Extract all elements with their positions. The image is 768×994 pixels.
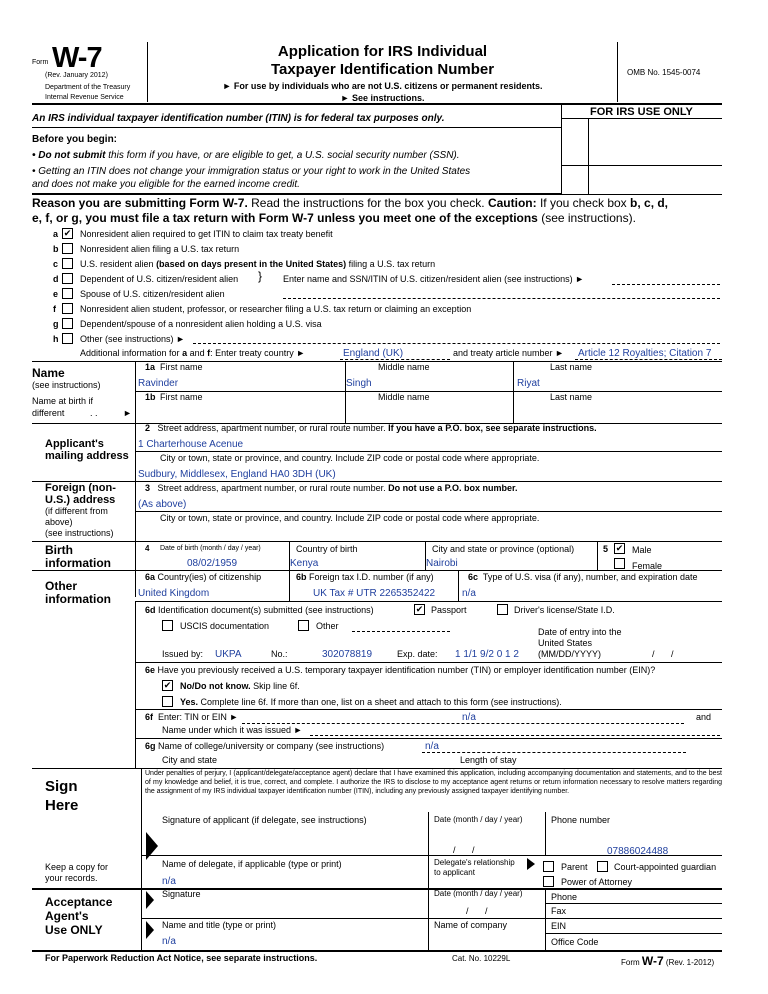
- reason-letter-f: f: [53, 304, 56, 314]
- line-6d-label: 6d Identification document(s) submitted (see instructions): [145, 605, 374, 615]
- line-6e-label: 6e Have you previously received a U.S. temporary taxpayer identification number (TIN) or employer identification number (EIN)?: [145, 665, 656, 675]
- male-checkbox[interactable]: ✔: [615, 543, 624, 553]
- male-label: Male: [632, 545, 652, 555]
- birth-label-2: information: [45, 556, 111, 570]
- yes-tin-checkbox[interactable]: [162, 696, 173, 707]
- foreign-label-2: U.S.) address: [45, 494, 116, 506]
- passport-checkbox[interactable]: ✔: [415, 604, 424, 614]
- applicant-date-field[interactable]: / /: [453, 845, 475, 855]
- name-at-birth-label-1: Name at birth if: [32, 396, 94, 406]
- footer-form-label: Form W-7 (Rev. 1-2012): [621, 954, 715, 968]
- entry-date-field[interactable]: / /: [652, 649, 674, 659]
- reason-b-checkbox[interactable]: [62, 243, 73, 254]
- agent-label-2: Agent's: [45, 909, 89, 923]
- treaty-article-label: and treaty article number ►: [453, 348, 564, 358]
- foreign-street-field[interactable]: (As above): [138, 499, 187, 510]
- uscis-label: USCIS documentation: [180, 621, 270, 631]
- last-name-label: Last name: [550, 362, 593, 372]
- agent-name-field[interactable]: n/a: [162, 936, 176, 947]
- city-state-label: City and state: [162, 755, 218, 765]
- reason-h-label: Other (see instructions) ►: [80, 334, 185, 344]
- delegate-name-field[interactable]: n/a: [162, 876, 176, 887]
- omb-number: OMB No. 1545-0074: [627, 68, 701, 77]
- agent-phone-label: Phone: [551, 892, 578, 902]
- agent-name-title-label: Name and title (type or print): [162, 920, 277, 930]
- bullet-do-not-submit: • Do not submit this form if you have, or are eligible to get, a U.S. social security number (SSN).: [32, 150, 460, 161]
- treaty-article-field[interactable]: Article 12 Royalties; Citation 7: [578, 348, 712, 359]
- reason-letter-d: d: [53, 274, 59, 284]
- reason-d-checkbox[interactable]: [62, 273, 73, 284]
- line-2-label: 2 Street address, apartment number, or rural route number. If you have a P.O. box, see separate instructions.: [145, 423, 597, 433]
- reason-c-label: U.S. resident alien (based on days present in the United States) filing a U.S. tax return: [80, 259, 436, 269]
- bullet-itin-status-2: and does not make you eligible for the earned income credit.: [32, 179, 300, 190]
- reason-b-label: Nonresident alien filing a U.S. tax return: [80, 244, 240, 254]
- agent-fax-label: Fax: [551, 906, 567, 916]
- line-6f-label: 6f Enter: TIN or EIN ►: [145, 712, 239, 722]
- reason-heading-2: e, f, or g, you must file a tax return with Form W-7 unless you meet one of the exceptions (see instructions).: [32, 211, 636, 225]
- doc-number-label: No.:: [271, 649, 288, 659]
- reason-h-checkbox[interactable]: [62, 333, 73, 344]
- other-doc-field[interactable]: [352, 631, 450, 632]
- reason-g-checkbox[interactable]: [62, 318, 73, 329]
- brace-icon: }: [258, 269, 263, 283]
- reason-de-field-2[interactable]: [283, 298, 720, 299]
- arrow-right-icon: ►: [123, 408, 132, 418]
- mailing-city-field[interactable]: Sudbury, Middlesex, England HA0 3DH (UK): [138, 469, 336, 480]
- reason-a-label: Nonresident alien required to get ITIN to claim tax treaty benefit: [80, 229, 333, 239]
- itin-notice: An IRS individual taxpayer identification number (ITIN) is for federal tax purposes only.: [32, 113, 445, 124]
- first-name-label: First name: [160, 362, 203, 372]
- passport-label: Passport: [431, 605, 467, 615]
- keep-copy-2: your records.: [45, 873, 98, 883]
- agency: Internal Revenue Service: [45, 94, 124, 101]
- foreign-tax-id-field[interactable]: UK Tax # UTR 2265352422: [313, 588, 436, 599]
- other-label-1: Other: [45, 579, 78, 593]
- reason-h-field[interactable]: [193, 343, 720, 344]
- name-section-label: Name: [32, 366, 65, 380]
- agent-office-code-label: Office Code: [551, 937, 599, 947]
- agent-signature-label: Signature: [162, 889, 201, 899]
- delegate-name-label: Name of delegate, if applicable (type or print): [162, 859, 342, 869]
- form-title-2: Taxpayer Identification Number: [270, 61, 495, 78]
- mailing-label-2: mailing address: [45, 450, 129, 462]
- line-6b-label: 6b Foreign tax I.D. number (if any): [296, 572, 434, 582]
- doc-number-field[interactable]: 302078819: [322, 649, 373, 660]
- length-of-stay-label: Length of stay: [460, 755, 517, 765]
- line-6g-label: 6g Name of college/university or company (see instructions): [145, 741, 385, 751]
- applicant-signature-label: Signature of applicant (if delegate, see instructions): [162, 815, 367, 825]
- tin-issued-name-field[interactable]: [310, 735, 720, 736]
- foreign-sub-2: above): [45, 517, 73, 527]
- delegate-relationship-2: to applicant: [434, 868, 475, 877]
- form-label: Form: [32, 59, 49, 66]
- mailing-street-field[interactable]: 1 Charterhouse Acenue: [138, 439, 244, 450]
- sign-label-2: Here: [45, 797, 79, 814]
- entry-date-label-3: (MM/DD/YYYY): [538, 649, 601, 659]
- city-of-birth-label: City and state or province (optional): [432, 544, 575, 554]
- agent-ein-label: EIN: [551, 921, 567, 931]
- department: Department of the Treasury: [45, 84, 131, 91]
- agent-date-label: Date (month / day / year): [434, 889, 523, 898]
- reason-c-checkbox[interactable]: [62, 258, 73, 269]
- phone-number-label: Phone number: [551, 815, 611, 825]
- foreign-city-label: City or town, state or province, and country. Include ZIP code or postal code where appropriate.: [160, 513, 540, 523]
- reason-letter-c: c: [53, 259, 59, 269]
- reason-g-label: Dependent/spouse of a nonresident alien holding a U.S. visa: [80, 319, 322, 329]
- country-of-birth-field[interactable]: Kenya: [290, 558, 319, 569]
- treaty-label: Additional information for a and f: Enter treaty country ►: [80, 348, 306, 358]
- middle-name-label: Middle name: [378, 362, 430, 372]
- reason-de-field[interactable]: [612, 284, 720, 285]
- birth-middle-name-label: Middle name: [378, 392, 430, 402]
- reason-e-label: Spouse of U.S. citizen/resident alien: [80, 289, 225, 299]
- yes-tin-label: Yes. Complete line 6f. If more than one, list on a sheet and attach to this form (see instructions).: [180, 697, 562, 707]
- reason-a-checkbox[interactable]: ✔: [63, 228, 72, 238]
- country-of-birth-label: Country of birth: [296, 544, 358, 554]
- parent-label: Parent: [561, 862, 588, 872]
- other-label-2: information: [45, 592, 111, 606]
- uscis-checkbox[interactable]: [162, 620, 173, 631]
- reason-letter-g: g: [53, 319, 59, 329]
- line-6c-label: 6c Type of U.S. visa (if any), number, and expiration date: [468, 572, 698, 582]
- no-tin-checkbox[interactable]: ✔: [163, 680, 172, 690]
- last-name-field[interactable]: Riyat: [517, 378, 540, 389]
- reason-letter-b: b: [53, 244, 59, 254]
- other-doc-checkbox[interactable]: [298, 620, 309, 631]
- drivers-license-label: Driver's license/State I.D.: [514, 605, 615, 615]
- entry-date-label-1: Date of entry into the: [538, 627, 622, 637]
- treaty-country-field[interactable]: England (UK): [343, 348, 404, 359]
- visa-field[interactable]: n/a: [462, 588, 476, 599]
- name-at-birth-label-2: different: [32, 408, 65, 418]
- tin-issued-name-label: Name under which it was issued ►: [162, 725, 303, 735]
- line-1b-number: 1b: [145, 392, 156, 402]
- form-title-1: Application for IRS Individual: [277, 43, 488, 60]
- foreign-sub-3: (see instructions): [45, 528, 114, 538]
- birth-last-name-label: Last name: [550, 392, 593, 402]
- citizenship-field[interactable]: United Kingdom: [138, 588, 210, 599]
- agent-company-label: Name of company: [434, 920, 508, 930]
- drivers-license-checkbox[interactable]: [497, 604, 508, 615]
- relationship-arrow-icon: [527, 858, 535, 870]
- exp-date-field[interactable]: 1 1/1 9/2 0 1 2: [455, 649, 519, 660]
- bullet-itin-status-1: • Getting an ITIN does not change your immigration status or your right to work in the United States: [32, 166, 471, 177]
- reason-de-enter-label: Enter name and SSN/ITIN of U.S. citizen/resident alien (see instructions) ►: [283, 274, 585, 284]
- line-4-number: 4: [145, 544, 150, 553]
- form-subtitle-1: ► For use by individuals who are not U.S. citizens or permanent residents.: [222, 81, 543, 91]
- foreign-sub-1: (if different from: [45, 506, 108, 516]
- middle-name-field[interactable]: Singh: [346, 378, 372, 389]
- reason-letter-h: h: [53, 334, 59, 344]
- reason-e-checkbox[interactable]: [62, 288, 73, 299]
- agent-label-3: Use ONLY: [45, 923, 103, 937]
- perjury-statement: Under penalties of perjury, I (applicant/delegate/acceptance agent) declare that I have examined this application, including accompanying documentation and statements, and to the best of my knowledge and belief, it is true, correct, and complete. I authorize the IRS to disclose to my acceptance agent returns or return information necessary to resolve matters regarding the assignment of my IRS individual taxpayer identification number (ITIN), including any previously assigned taxpayer identifying number.: [145, 770, 722, 795]
- first-name-field[interactable]: Ravinder: [138, 378, 179, 389]
- delegate-relationship-1: Delegate's relationship: [434, 858, 515, 867]
- agent-label-1: Acceptance: [45, 895, 113, 909]
- form-number: W-7: [52, 42, 102, 74]
- irs-use-title: FOR IRS USE ONLY: [590, 106, 693, 118]
- dob-field[interactable]: 08/02/1959: [187, 558, 238, 569]
- birth-first-name-label: First name: [160, 392, 203, 402]
- paperwork-notice: For Paperwork Reduction Act Notice, see separate instructions.: [45, 953, 318, 963]
- reason-d-label: Dependent of U.S. citizen/resident alien: [80, 274, 239, 284]
- exp-date-label: Exp. date:: [397, 649, 438, 659]
- catalog-number: Cat. No. 10229L: [452, 954, 511, 963]
- reason-f-checkbox[interactable]: [62, 303, 73, 314]
- poa-checkbox[interactable]: [543, 876, 554, 887]
- issued-by-label: Issued by:: [162, 649, 204, 659]
- form-subtitle-2: ► See instructions.: [340, 93, 425, 103]
- other-doc-label: Other: [316, 621, 339, 631]
- birth-label-1: Birth: [45, 543, 73, 557]
- name-at-birth-dots: . .: [90, 408, 98, 418]
- agent-name-arrow-icon: [146, 921, 154, 939]
- reason-letter-a: a: [53, 229, 59, 239]
- parent-checkbox[interactable]: [543, 861, 554, 872]
- line-5-number: 5: [603, 544, 609, 554]
- guardian-label: Court-appointed guardian: [614, 862, 717, 872]
- entry-date-label-2: United States: [538, 638, 593, 648]
- dob-label: Date of birth (month / day / year): [160, 545, 261, 552]
- tin-ein-field[interactable]: n/a: [462, 712, 476, 723]
- phone-number-field[interactable]: 07886024488: [607, 846, 669, 857]
- line-3-label: 3 Street address, apartment number, or rural route number. Do not use a P.O. box number.: [145, 483, 518, 493]
- reason-letter-e: e: [53, 289, 59, 299]
- college-field[interactable]: n/a: [425, 741, 439, 752]
- no-tin-label: No/Do not know. Skip line 6f.: [180, 681, 300, 691]
- keep-copy-1: Keep a copy for: [45, 862, 109, 872]
- mailing-city-label: City or town, state or province, and country. Include ZIP code or postal code where appropriate.: [160, 453, 540, 463]
- name-see-instructions: (see instructions): [32, 380, 101, 390]
- sign-label-1: Sign: [45, 778, 78, 795]
- female-checkbox[interactable]: [614, 558, 625, 569]
- city-of-birth-field[interactable]: Nairobi: [426, 558, 458, 569]
- line-6f-and: and: [696, 712, 712, 722]
- line-6a-label: 6a Country(ies) of citizenship: [145, 572, 262, 582]
- agent-arrow-icon: [146, 891, 154, 909]
- issued-by-field[interactable]: UKPA: [215, 649, 242, 660]
- before-you-begin: Before you begin:: [32, 134, 118, 145]
- reason-heading-1: Reason you are submitting Form W-7. Read the instructions for the box you check. Caution: If you check box b, c, d,: [32, 196, 669, 210]
- reason-f-label: Nonresident alien student, professor, or researcher filing a U.S. tax return or claiming an exception: [80, 304, 472, 314]
- guardian-checkbox[interactable]: [597, 861, 608, 872]
- applicant-date-label: Date (month / day / year): [434, 815, 523, 824]
- mailing-label-1: Applicant's: [45, 438, 104, 450]
- female-label: Female: [632, 561, 663, 571]
- foreign-label-1: Foreign (non-: [45, 482, 116, 494]
- line-1a-number: 1a: [145, 362, 156, 372]
- agent-date-field[interactable]: / /: [466, 906, 488, 916]
- poa-label: Power of Attorney: [561, 877, 633, 887]
- form-revision: (Rev. January 2012): [45, 72, 108, 79]
